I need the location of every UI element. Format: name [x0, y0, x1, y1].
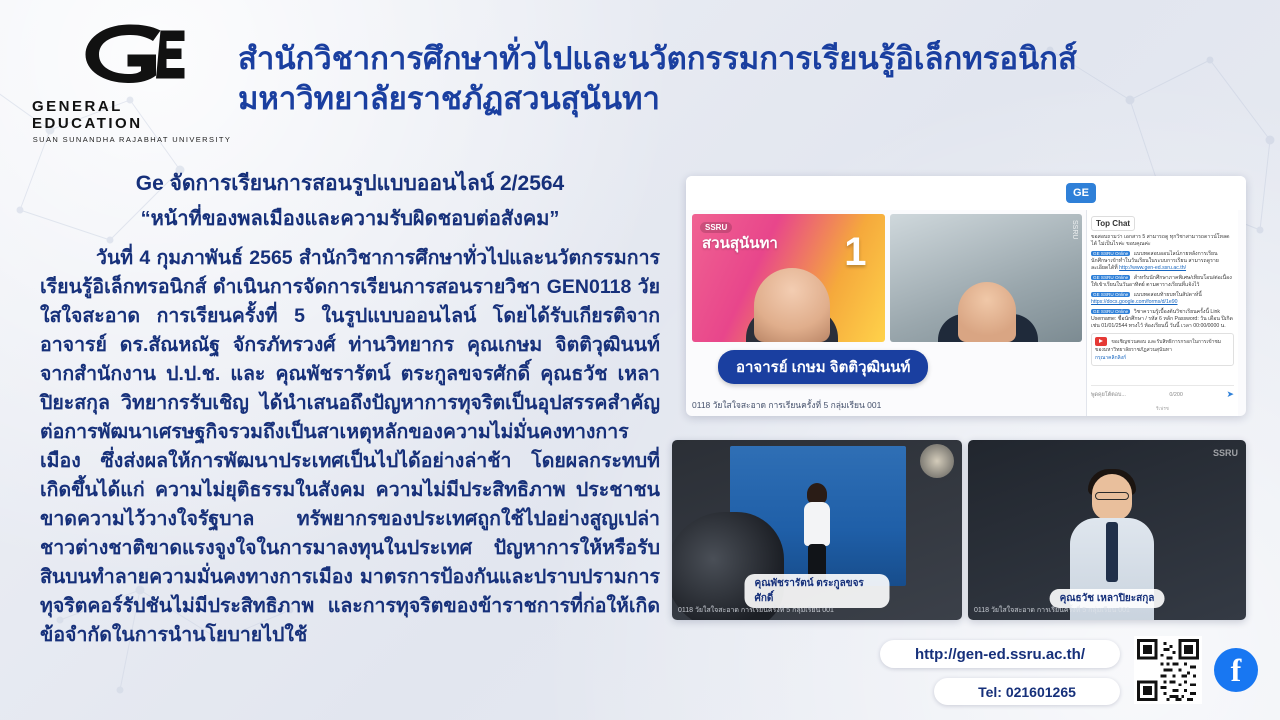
article-body: วันที่ 4 กุมภาพันธ์ 2565 สำนักวิชาการศึกษาทั่วไปและนวัตกรรมการเรียนรู้อิเล็กทรอนิกส์ ดำเนินการจัดการเรียนการสอนรายวิชา GEN0118 วัยใสใจสะอาด การเรียนครั้งที่ 5 ในรูปแบบออนไลน์ โดยได้รับเกียรติจาก อาจารย์ ดร.สัณหณัฐ จักรภัทรวงศ์ ท่านวิทยากร คุณเกษม จิตติวุฒินนท์ จากสำนักงาน ป.ป.ช. และ คุณพัชรารัตน์ ตระกูลขจรศักดิ์ คุณธวัช เหลาปิยะสกุล วิทยากรรับเชิญ ได้นำเสนอถึงปัญหาการทุจริตเป็นอุปสรรคสำคัญต่อการพัฒนาเศรษฐกิจรวมถึงเป็นสาเหตุหลักของความไม่มั่นคงทางการเมือง ซึ่งส่งผลให้การพัฒนาประเทศเป็นไปได้อย่างล่าช้า โดยผลกระทบที่เกิดขึ้นได้แก่ ความไม่ยุติธรรมในสังคม ความไม่มีประสิทธิภาพ ประชาชนขาดความไว้วางใจรัฐบาล ทรัพยากรของประเทศถูกใช้ไปอย่างสูญเปล่า ชาวต่างชาติขาดแรงจูงใจในการมาลงทุนในประเทศ ปัญหาการให้หรือรับสินบนทำลายความมั่นคงทางการเมือง มาตรการป้องกันและปราบปรามการทุจริตคอร์รัปชันไม่มีประสิทธิภาพ และการทุจริตของข้าราชการที่ก่อให้เกิดข้อจำกัดในการนำนโยบายไปใช้: [40, 246, 660, 647]
article-column: [40, 168, 660, 650]
article-subheading: “หน้าที่ของพลเมืองและความรับผิดชอบต่อสังคม”: [140, 207, 560, 230]
speaker-name-banner: อาจารย์ เกษม จิตติวุฒินนท์: [718, 350, 928, 384]
qr-code[interactable]: [1134, 636, 1202, 704]
presentation-rank: 1: [844, 230, 867, 274]
chat-message: [1091, 251, 1234, 272]
ge-logo-icon: [72, 14, 192, 92]
meeting-video-tile-presentation: [692, 214, 885, 342]
chat-input-row[interactable]: [1091, 385, 1234, 400]
ge-logo: [32, 4, 232, 154]
ssru-badge: SSRU: [700, 222, 732, 233]
chat-message: [1091, 292, 1234, 306]
meeting-video-tile-speaker: [890, 214, 1083, 342]
studio-name-pill: คุณพัชรารัตน์ ตระกูลขจรศักดิ์: [745, 574, 890, 608]
chat-author-tag: GE SSRU Online: [1093, 275, 1129, 281]
chat-message: [1091, 275, 1234, 289]
chat-message-text: แบบทดสอบออนไลน์ภายหลังการเรียน นักศึกษาเข้าทำในวันเรียนในระบบการเรียน สามารถดูรายละเอียดได้ที่: [1091, 251, 1219, 272]
chat-header[interactable]: Top Chat: [1091, 216, 1135, 231]
chat-message: [1091, 309, 1234, 330]
header-title-block: [238, 39, 1077, 118]
chat-message-link[interactable]: http://www.gen-ed.ssru.ac.th/: [1119, 265, 1187, 272]
ge-logo-title: GENERAL EDUCATION: [32, 98, 143, 132]
chat-message-text: ขอสอบถามว่า เอกสาร 5 สามารถดู ทุกวิชาสามารถดาวน์โหลดได้ ไม่เป็นไรค่ะ ขอบคุณค่ะ: [1091, 234, 1230, 248]
ge-logo-subtitle: SUAN SUNANDHA RAJABHAT UNIVERSITY: [32, 135, 232, 144]
chat-message-link[interactable]: https://docs.google.com/forms/d/1e90: [1091, 299, 1178, 306]
meeting-caption: 0118 วัยใสใจสะอาด การเรียนครั้งที่ 5 กลุ่มเรียน 001: [692, 400, 882, 410]
chat-message-text: สำหรับนักศึกษาภาคพิเศษ/เทียบโอน/ต่อเนื่อง ให้เข้าเรียนในวันอาทิตย์ ตามตารางเรียนที่แจ้งไว้: [1091, 275, 1232, 289]
chat-card-link[interactable]: กรุณาคลิกลิงก์: [1095, 355, 1127, 362]
article-heading: Ge จัดการเรียนการสอนรูปแบบออนไลน์ 2/2564: [135, 172, 565, 195]
studio-caption: 0118 วัยใสใจสะอาด การเรียนครั้งที่ 5 กลุ่มเรียน 001: [678, 607, 834, 614]
chat-author-tag: GE SSRU Online: [1093, 251, 1129, 257]
studio-presenter: [800, 486, 834, 582]
meeting-toolbar: [686, 176, 1246, 210]
chat-link-card[interactable]: [1091, 333, 1234, 366]
chat-input-placeholder[interactable]: พูดคุยโต้ตอบ...: [1091, 391, 1126, 398]
chat-author-tag: GE SSRU Online: [1093, 292, 1129, 298]
presenter-face: [754, 268, 830, 342]
chat-message-text: แบบทดสอบท้ายบทในสัปดาห์นี้: [1133, 292, 1202, 299]
chat-author-tag: GE SSRU Online: [1093, 309, 1129, 315]
facebook-icon[interactable]: f: [1214, 648, 1258, 692]
send-icon[interactable]: ➤: [1226, 389, 1234, 399]
chat-input-counter: 0/200: [1169, 391, 1183, 398]
meeting-video-area: [686, 210, 1086, 416]
studio-photo: [672, 440, 962, 620]
meeting-chat-panel[interactable]: [1086, 210, 1238, 416]
ssru-watermark: SSRU: [1071, 220, 1078, 240]
presenter-body: [804, 502, 830, 546]
ssru-watermark: SSRU: [1212, 448, 1238, 458]
guest-name-pill: คุณธวัช เหลาปิยะสกุล: [1050, 589, 1165, 608]
glasses-icon: [1095, 492, 1129, 500]
header-title-line2: มหาวิทยาลัยราชภัฏสวนสุนันทา: [238, 81, 660, 116]
telephone: Tel: 021601265: [934, 678, 1120, 705]
guest-photo: [968, 440, 1246, 620]
header-title-line1: สำนักวิชาการศึกษาทั่วไปและนวัตกรรมการเรียนรู้อิเล็กทรอนิกส์: [238, 41, 1077, 77]
guest-caption: 0118 วัยใสใจสะอาด การเรียนครั้งที่ 5 กลุ่มเรียน 001: [974, 607, 1130, 614]
studio-light-icon: [920, 444, 954, 478]
chat-message-text: วิชาความรู้เบื้องต้นวิชาเรียนครั้งนี้ Link Username: ชื่อนักศึกษา / รหัส 6 หลัก Password: วัน เดือน ปีเกิด เช่น 01/01/2544 ทรงไว้ ห้องเรียนนี้ วันนี้ เวลา 00:00/0000 น.: [1091, 309, 1233, 330]
poster-header: [0, 0, 1280, 158]
speaker-face: [958, 282, 1016, 342]
ge-chip-icon: GE: [1066, 183, 1096, 203]
chat-card-title: ขอเชิญชวนตอบ และรับสิทธิการกรอกในการเข้าชม: [1111, 339, 1222, 346]
meeting-screenshot: [686, 176, 1246, 416]
qr-code-icon: [1137, 639, 1199, 701]
chat-card-subtitle: ของมหาวิทยาลัยราชภัฏสวนสุนันทา: [1095, 347, 1172, 354]
website-url[interactable]: http://gen-ed.ssru.ac.th/: [880, 640, 1120, 668]
presentation-headline: สวนสุนันทา: [702, 235, 778, 252]
chat-footer[interactable]: รีเฟรช: [1156, 406, 1169, 411]
youtube-icon: [1095, 337, 1107, 346]
guest-tie: [1106, 522, 1118, 582]
chat-message: [1091, 234, 1234, 248]
